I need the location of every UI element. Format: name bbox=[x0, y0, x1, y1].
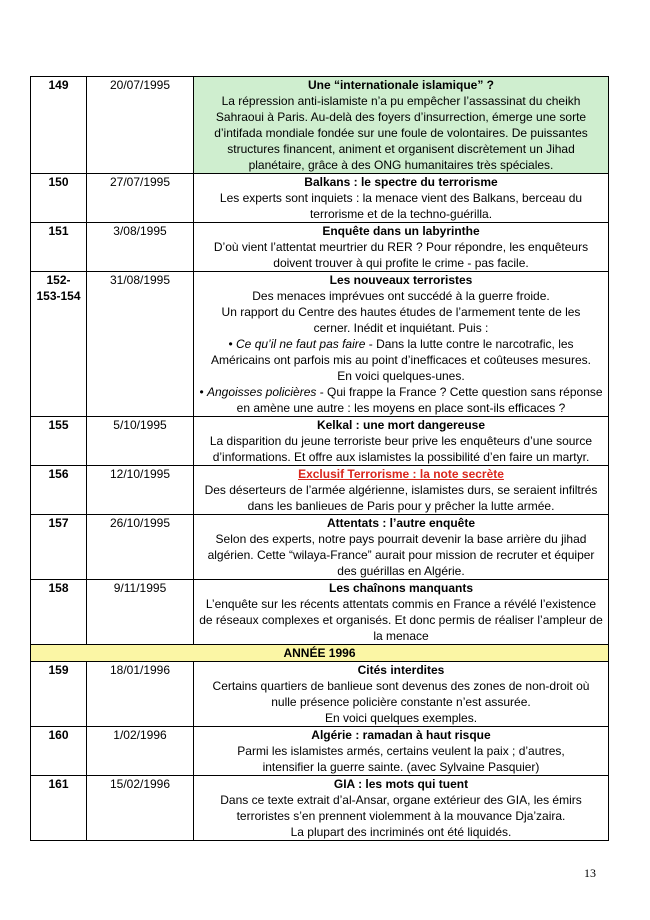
article-description: Certains quartiers de banlieue sont devenus des zones de non-droit où nulle présence policière constante n’est assurée. En voici quelques exemples. bbox=[212, 679, 590, 725]
article-title: GIA : les mots qui tuent bbox=[333, 777, 469, 791]
article-date: 27/07/1995 bbox=[87, 174, 194, 223]
year-separator-row bbox=[31, 645, 609, 662]
bullet-text: - Qui frappe la France ? Cette question sans réponse en amène une autre : les moyens en place sont-ils efficaces ? bbox=[236, 385, 603, 415]
article-row bbox=[31, 174, 609, 223]
article-title: Kelkal : une mort dangereuse bbox=[316, 418, 486, 432]
article-number: 157 bbox=[31, 515, 87, 580]
article-row bbox=[31, 662, 609, 727]
article-date: 20/07/1995 bbox=[87, 77, 194, 174]
article-description: Les experts sont inquiets : la menace vient des Balkans, berceau du terrorisme et de la techno-guérilla. bbox=[219, 191, 583, 221]
article-title: Les chaînons manquants bbox=[328, 581, 474, 595]
article-content bbox=[194, 174, 609, 223]
article-content bbox=[194, 223, 609, 272]
article-title: Cités interdites bbox=[357, 663, 445, 677]
article-row bbox=[31, 776, 609, 841]
article-description: Selon des experts, notre pays pourrait devenir la base arrière du jihad algérien. Cette “wilaya-France” aurait pour mission de recruter et équiper des guérillas en Algérie. bbox=[207, 532, 595, 578]
article-content bbox=[194, 580, 609, 645]
article-number: 150 bbox=[31, 174, 87, 223]
article-description: La disparition du jeune terroriste beur prive les enquêteurs d’une source d’informations. Et offre aux islamistes la possibilité d’en faire un martyr. bbox=[209, 434, 593, 464]
article-content bbox=[194, 466, 609, 515]
bullet-heading: Angoisses policières bbox=[206, 385, 317, 399]
article-row bbox=[31, 515, 609, 580]
article-number: 151 bbox=[31, 223, 87, 272]
article-description: Parmi les islamistes armés, certains veulent la paix ; d’autres, intensifier la guerre sainte. (avec Sylvaine Pasquier) bbox=[237, 744, 565, 774]
bullet-marker: • bbox=[199, 385, 207, 399]
article-number: 156 bbox=[31, 466, 87, 515]
article-title: Algérie : ramadan à haut risque bbox=[311, 728, 491, 742]
article-content bbox=[194, 776, 609, 841]
bullet-text: - Dans la lutte contre le narcotrafic, les Américains ont parfois mis au point d’inefficaces et coûteuses mesures. En voici quelques-unes. bbox=[211, 337, 591, 383]
article-number: 149 bbox=[31, 77, 87, 174]
article-description: Des menaces imprévues ont succédé à la guerre froide. Un rapport du Centre des hautes études de l’armement tente de les cerner. Inédit et inquiétant. Puis : bbox=[221, 289, 581, 335]
article-content bbox=[194, 77, 609, 174]
page-number: 13 bbox=[584, 866, 596, 880]
articles-table bbox=[30, 76, 609, 841]
article-title: Balkans : le spectre du terrorisme bbox=[304, 175, 498, 189]
article-title: Les nouveaux terroristes bbox=[329, 273, 473, 287]
article-date: 1/02/1996 bbox=[87, 727, 194, 776]
article-date: 12/10/1995 bbox=[87, 466, 194, 515]
article-row bbox=[31, 417, 609, 466]
article-description: Dans ce texte extrait d’al-Ansar, organe extérieur des GIA, les émirs terroristes s’en prennent violemment à la mouvance Dja’zaira. La plupart des incriminés ont été liquidés. bbox=[220, 793, 582, 839]
article-bullet bbox=[197, 336, 605, 384]
article-row bbox=[31, 466, 609, 515]
article-date: 31/08/1995 bbox=[87, 272, 194, 417]
article-title: Enquête dans un labyrinthe bbox=[322, 224, 480, 238]
article-row bbox=[31, 223, 609, 272]
bullet-marker: • bbox=[228, 337, 237, 351]
article-row bbox=[31, 272, 609, 417]
article-row bbox=[31, 580, 609, 645]
article-content bbox=[194, 662, 609, 727]
article-date: 9/11/1995 bbox=[87, 580, 194, 645]
article-date: 5/10/1995 bbox=[87, 417, 194, 466]
article-content bbox=[194, 272, 609, 417]
article-number: 158 bbox=[31, 580, 87, 645]
article-number: 159 bbox=[31, 662, 87, 727]
article-bullet bbox=[197, 384, 605, 416]
article-description: L’enquête sur les récents attentats commis en France a révélé l’existence de réseaux complexes et organisés. Et donc permis de réaliser l’ampleur de la menace bbox=[199, 597, 603, 643]
article-date: 3/08/1995 bbox=[87, 223, 194, 272]
bullet-heading: Ce qu’il ne faut pas faire bbox=[236, 337, 366, 351]
article-number: 160 bbox=[31, 727, 87, 776]
article-number: 152- 153-154 bbox=[31, 272, 87, 417]
article-date: 15/02/1996 bbox=[87, 776, 194, 841]
article-description: La répression anti-islamiste n’a pu empêcher l’assassinat du cheikh Sahraoui à Paris. Au-delà des foyers d’insurrection, émerge une sorte d’intifada mondiale fondée sur une foule de volontaires. De puissantes structures financent, animent et organisent discrètement un Jihad planétaire, grâce à des ONG humanitaires très spéciales. bbox=[214, 94, 588, 172]
article-description: D’où vient l’attentat meurtrier du RER ? Pour répondre, les enquêteurs doivent trouver à qui profite le crime - pas facile. bbox=[213, 240, 589, 270]
article-number: 155 bbox=[31, 417, 87, 466]
article-title: Attentats : l’autre enquête bbox=[326, 516, 476, 530]
article-date: 26/10/1995 bbox=[87, 515, 194, 580]
year-label: ANNÉE 1996 bbox=[31, 645, 609, 662]
article-content bbox=[194, 417, 609, 466]
article-description: Des déserteurs de l’armée algérienne, islamistes durs, se seraient infiltrés dans les banlieues de Paris pour y prêcher la lutte armée. bbox=[204, 483, 598, 513]
article-content bbox=[194, 515, 609, 580]
article-content bbox=[194, 727, 609, 776]
article-number: 161 bbox=[31, 776, 87, 841]
article-title: Une “internationale islamique” ? bbox=[307, 78, 495, 92]
article-row bbox=[31, 727, 609, 776]
article-date: 18/01/1996 bbox=[87, 662, 194, 727]
article-row bbox=[31, 77, 609, 174]
article-title: Exclusif Terrorisme : la note secrète bbox=[298, 467, 504, 481]
